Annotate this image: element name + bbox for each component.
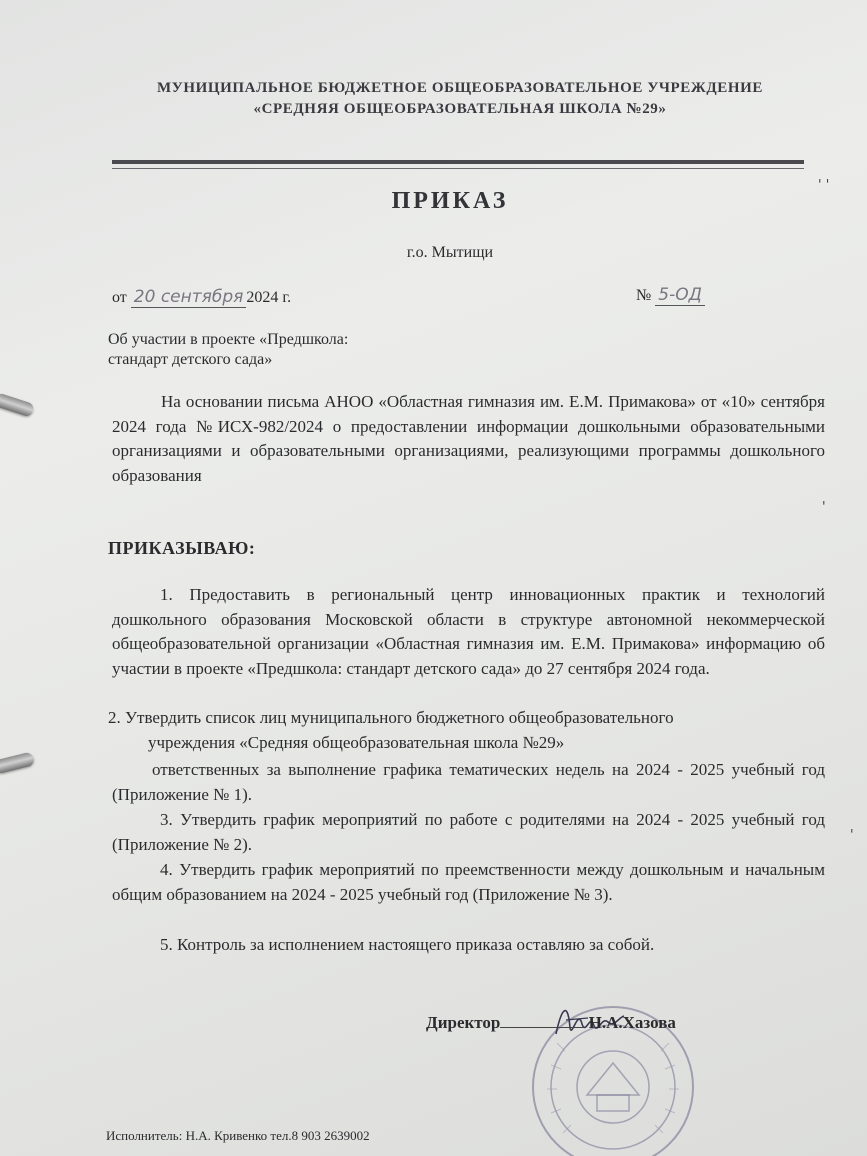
- signature-line: [426, 1013, 676, 1033]
- number-handwritten: 5-ОД: [655, 285, 705, 306]
- document-number: [636, 285, 705, 306]
- signature-blank: [500, 1027, 584, 1028]
- signature-name: Н.А.Хазова: [588, 1013, 676, 1032]
- basis-paragraph: На основании письма АНОО «Областная гимназия им. Е.М. Примакова» от «10» сентября 2024 года №ИСХ-982/2024 о предоставлении информации дошкольными образовательными организациями и образовательными организациями, реализующими программы дошкольного образования: [112, 392, 825, 485]
- document-subject: [108, 330, 348, 370]
- binder-ring-top: [0, 392, 35, 418]
- date-suffix: 2024 г.: [246, 289, 292, 306]
- document-city: г.о. Мытищи: [406, 244, 494, 261]
- org-name-line1: МУНИЦИПАЛЬНОЕ БЮДЖЕТНОЕ ОБЩЕОБРАЗОВАТЕЛЬНОЕ УЧРЕЖДЕНИЕ: [156, 80, 764, 96]
- org-name-line2: «СРЕДНЯЯ ОБЩЕОБРАЗОВАТЕЛЬНАЯ ШКОЛА №29»: [253, 101, 667, 117]
- number-prefix: №: [636, 287, 652, 304]
- document-title: ПРИКАЗ: [391, 188, 509, 214]
- order-item-2-line2: учреждения «Средняя общеобразовательная школа №29»: [148, 733, 565, 752]
- subject-line1: Об участии в проекте «Предшкола:: [108, 331, 349, 348]
- order-item-2-rest: ответственных за выполнение графика тематических недель на 2024 - 2025 учебный год (Приложение № 1).: [112, 760, 825, 804]
- order-item-5: 5. Контроль за исполнением настоящего приказа оставляю за собой.: [160, 935, 655, 954]
- executor-info: Исполнитель: Н.А. Кривенко тел.8 903 2639002: [106, 1128, 370, 1143]
- order-item-2-line1: 2. Утвердить список лиц муниципального бюджетного общеобразовательного: [108, 708, 674, 727]
- date-prefix: от: [112, 289, 127, 306]
- date-handwritten: 20 сентября: [131, 287, 247, 308]
- order-item-3: 3. Утвердить график мероприятий по работе с родителями на 2024 - 2025 учебный год (Приложение № 2).: [112, 810, 825, 854]
- subject-line2: стандарт детского сада»: [108, 351, 273, 368]
- header-rule-thin: [112, 168, 804, 169]
- order-item-4: 4. Утвердить график мероприятий по преемственности между дошкольным и начальным общим образованием на 2024 - 2025 учебный год (Приложение № 3).: [112, 860, 825, 904]
- order-item-1: 1. Предоставить в региональный центр инновационных практик и технологий дошкольного образования Московской области в структуре автономной некоммерческой общеобразовательной организации «Областная гимназия им. Е.М. Примакова» информацию об участии в проекте «Предшкола: стандарт детского сада» до 27 сентября 2024 года.: [112, 585, 825, 678]
- binder-ring-bottom: [0, 751, 35, 774]
- margin-mark: ': [850, 828, 854, 843]
- margin-mark: ' ': [818, 178, 830, 193]
- signature-position: Директор: [426, 1013, 501, 1032]
- order-heading: ПРИКАЗЫВАЮ:: [108, 538, 256, 558]
- margin-mark: ': [822, 500, 826, 515]
- document-date: [112, 287, 291, 308]
- header-rule: [112, 160, 804, 164]
